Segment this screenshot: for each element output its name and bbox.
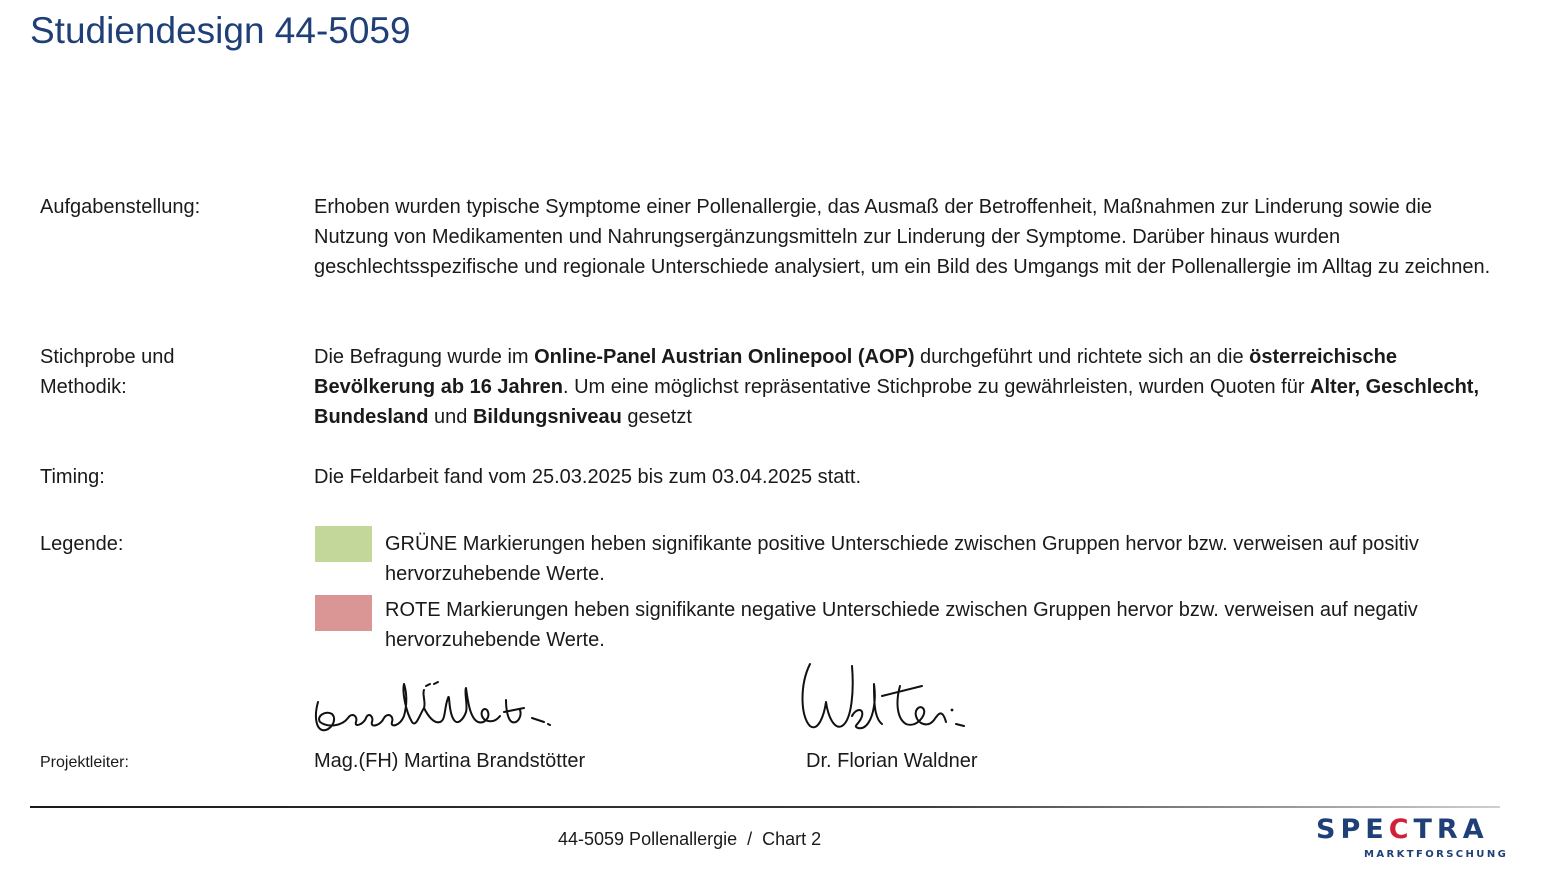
legend-green-text: GRÜNE Markierungen heben signifikante positive Unterschiede zwischen Gruppen hervor bzw. verweisen auf positiv hervorzuhebende Werte. — [385, 533, 1419, 585]
legende-label: Legende: — [40, 533, 124, 555]
stichprobe-bold-education: Bildungsniveau — [472, 406, 622, 428]
logo-word-b: TRA — [1413, 814, 1489, 845]
stichprobe-bold-population: österreichische Bevölkerung ab 16 Jahren — [314, 346, 1398, 398]
stichprobe-text-1: Die Befragung wurde im — [314, 346, 535, 368]
aufgabe-label: Aufgabenstellung: — [40, 196, 201, 218]
timing-text: Die Feldarbeit fand vom 25.03.2025 bis zum 03.04.2025 statt. — [314, 466, 862, 488]
legend-red-swatch — [315, 595, 372, 631]
footer-text: 44-5059 Pollenallergie / Chart 2 — [558, 829, 822, 849]
aufgabe-text: Erhoben wurden typische Symptome einer Pollenallergie, das Ausmaß der Betroffenheit, Maßnahmen zur Linderung sowie die Nutzung von Medikamenten und Nahrungsergänzungsmitteln zur Linderung der Symptome. Darüber hinaus wurden geschlechtsspezifische und regionale Unterschiede analysiert, um ein Bild des Umgangs mit der Pollenallergie im Alltag zu zeichnen. — [314, 196, 1491, 278]
projektleiter-label: Projektleiter: — [40, 754, 129, 771]
stichprobe-text-4: und — [428, 406, 473, 428]
legend-red-text: ROTE Markierungen heben signifikante negative Unterschiede zwischen Gruppen hervor bzw. verweisen auf negativ hervorzuhebende Werte. — [385, 599, 1418, 651]
signature-brandstoetter — [308, 672, 558, 736]
stichprobe-text-2: durchgeführt und richtete sich an die — [914, 346, 1250, 368]
logo-wordmark — [1316, 814, 1489, 845]
stichprobe-label — [40, 342, 175, 402]
projektleiter-name-1: Mag.(FH) Martina Brandstötter — [314, 750, 586, 772]
footer-divider — [30, 806, 1500, 808]
stichprobe-label-line1: Stichprobe und — [40, 346, 175, 368]
stichprobe-text — [314, 342, 1494, 432]
spectra-logo — [1316, 814, 1526, 864]
stichprobe-label-line2: Methodik: — [40, 376, 127, 398]
stichprobe-text-3: . Um eine möglichst repräsentative Stichprobe zu gewährleisten, wurden Quoten für — [562, 376, 1311, 398]
stichprobe-bold-quotas: Alter, Geschlecht, Bundesland — [314, 376, 1480, 428]
signature-waldner — [796, 656, 976, 734]
stichprobe-text-5: gesetzt — [621, 406, 692, 428]
page-title: Studiendesign 44-5059 — [30, 10, 411, 51]
projektleiter-name-2: Dr. Florian Waldner — [806, 750, 978, 772]
logo-subtitle: MARKTFORSCHUNG — [1364, 849, 1509, 860]
timing-label: Timing: — [40, 466, 105, 488]
legend-green-swatch — [315, 526, 372, 562]
logo-word-accent: C — [1388, 814, 1414, 845]
stichprobe-bold-panel: Online-Panel Austrian Onlinepool (AOP) — [534, 346, 915, 368]
logo-word-a: SPE — [1316, 814, 1389, 845]
